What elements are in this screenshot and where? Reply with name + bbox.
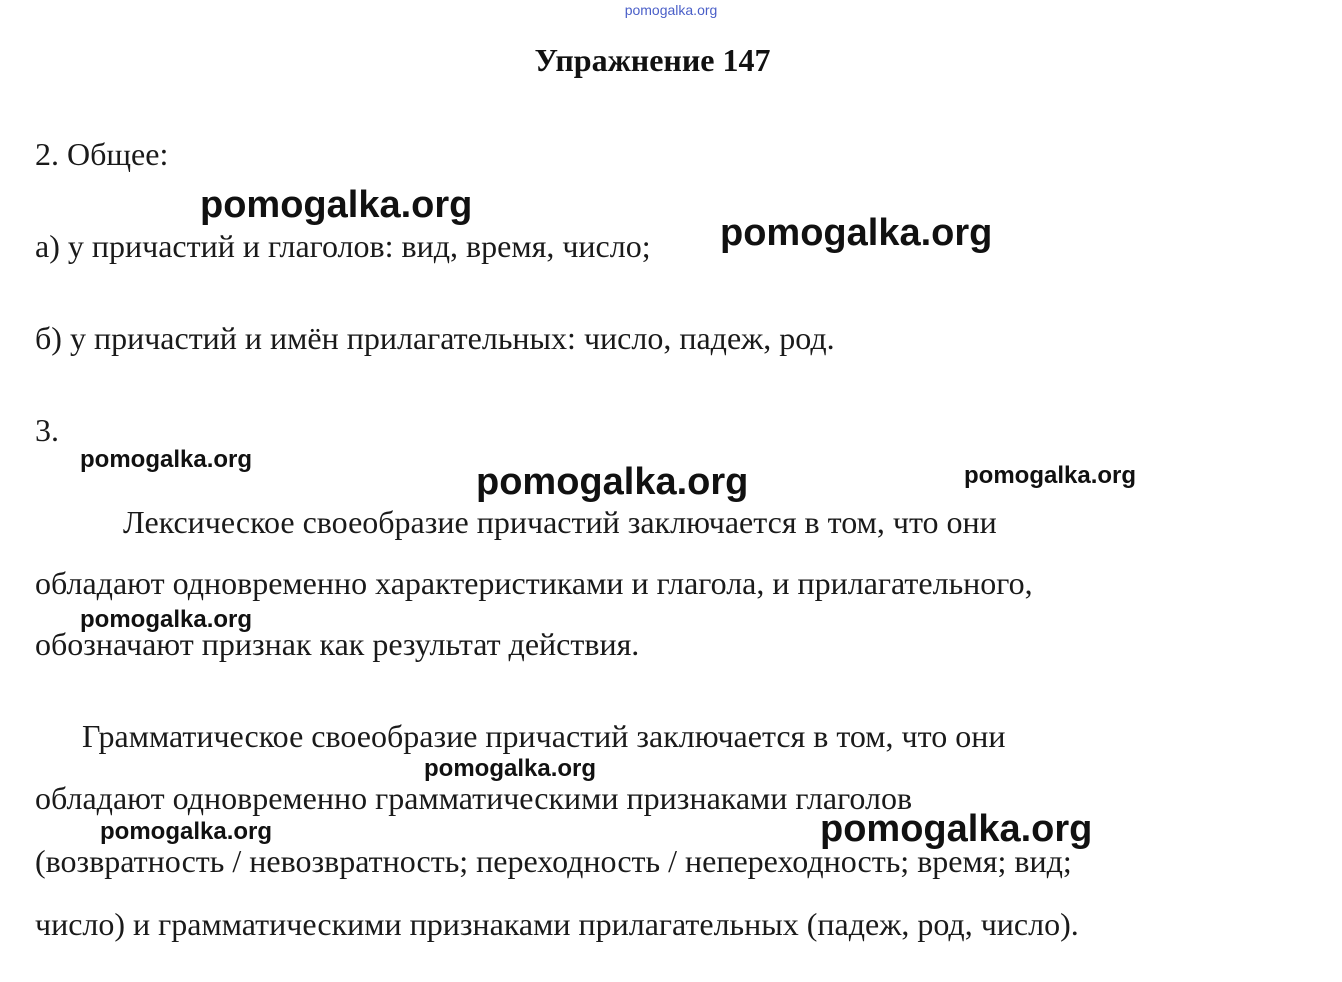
paragraph-lexical-line-1: Лексическое своеобразие причастий заключается в том, что они [123,504,997,540]
paragraph-grammatical-line-2: обладают одновременно грамматическими признаками глаголов [35,780,913,816]
top-watermark: pomogalka.org [624,2,718,18]
paragraph-grammatical-line-4: число) и грамматическими признаками прилагательных (падеж, род, число). [35,906,1079,942]
watermark: pomogalka.org [200,184,473,226]
watermark: pomogalka.org [720,212,993,254]
watermark: pomogalka.org [80,606,253,633]
paragraph-grammatical-line-3: (возвратность / невозвратность; переходность / непереходность; время; вид; [35,843,1072,879]
watermark: pomogalka.org [100,818,273,845]
paragraph-grammatical-line-1: Грамматическое своеобразие причастий заключается в том, что они [82,718,1006,754]
item-a: а) у причастий и глаголов: вид, время, число; [35,228,651,264]
watermark: pomogalka.org [424,755,597,782]
section-3-heading: 3. [35,412,59,448]
paragraph-lexical-line-3: обозначают признак как результат действия. [35,626,640,662]
section-2-heading: 2. Общее: [35,136,169,172]
page-title: Упражнение 147 [534,42,771,78]
paragraph-lexical-line-2: обладают одновременно характеристиками и глагола, и прилагательного, [35,565,1033,601]
watermark: pomogalka.org [80,446,253,473]
item-b: б) у причастий и имён прилагательных: число, падеж, род. [35,320,835,356]
watermark: pomogalka.org [476,461,749,503]
watermark: pomogalka.org [964,462,1137,489]
watermark: pomogalka.org [820,808,1093,850]
